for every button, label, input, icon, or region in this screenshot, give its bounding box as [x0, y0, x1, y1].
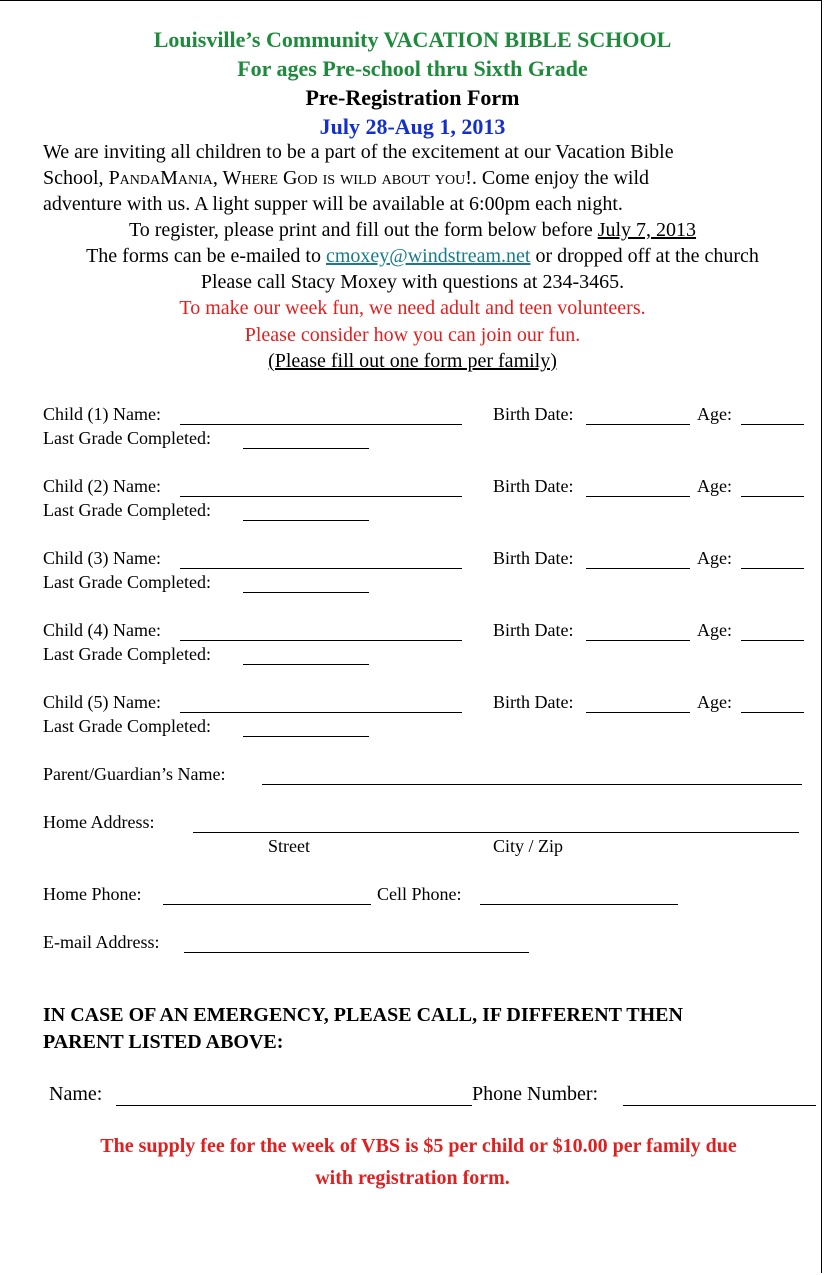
child-age-field[interactable]	[741, 568, 804, 569]
event-dates: July 28-Aug 1, 2013	[319, 114, 506, 139]
call-line: Please call Stacy Moxey with questions at 234-3465.	[200, 271, 625, 293]
child-name-field[interactable]	[180, 568, 462, 569]
home-address-field[interactable]	[193, 832, 799, 833]
page-title: Louisville’s Community VACATION BIBLE SCHOOL	[153, 27, 672, 52]
child-name-field[interactable]	[180, 640, 462, 641]
child-grade-field[interactable]	[243, 520, 369, 521]
parent-name-label: Parent/Guardian’s Name:	[43, 764, 226, 784]
theme-name: PandaMania, Where God is wild about you	[108, 167, 466, 189]
child-age-label: Age:	[697, 404, 732, 424]
email-text: The forms can be e-mailed to	[86, 245, 326, 267]
child-grade-label: Last Grade Completed:	[43, 428, 211, 448]
volunteer-line-2: Please consider how you can join our fun.	[244, 324, 581, 346]
home-address-label: Home Address:	[43, 812, 155, 832]
child-grade-label: Last Grade Completed:	[43, 572, 211, 592]
child-name-label: Child (5) Name:	[43, 692, 161, 712]
child-birth-label: Birth Date:	[493, 476, 574, 496]
intro-line-1: We are inviting all children to be a part of the excitement at our Vacation Bible	[43, 141, 674, 163]
emergency-heading-1: IN CASE OF AN EMERGENCY, PLEASE CALL, IF DIFFERENT THEN	[43, 1004, 683, 1026]
page-subtitle: For ages Pre-school thru Sixth Grade	[237, 56, 588, 81]
register-line	[0, 219, 825, 242]
child-name-field[interactable]	[180, 424, 462, 425]
email-text-end: or dropped off at the church	[530, 245, 759, 267]
home-phone-field[interactable]	[163, 904, 371, 905]
email-address-label: E-mail Address:	[43, 932, 160, 952]
child-birth-field[interactable]	[586, 424, 690, 425]
email-line	[10, 245, 825, 268]
fee-line-2: with registration form.	[315, 1167, 510, 1189]
child-name-label: Child (3) Name:	[43, 548, 161, 568]
child-grade-label: Last Grade Completed:	[43, 716, 211, 736]
email-address-field[interactable]	[184, 952, 529, 953]
cell-phone-field[interactable]	[480, 904, 678, 905]
one-form-note: (Please fill out one form per family)	[268, 350, 557, 372]
fee-line-1: The supply fee for the week of VBS is $5 per child or $10.00 per family due	[100, 1135, 737, 1157]
city-zip-label: City / Zip	[493, 836, 564, 856]
child-grade-label: Last Grade Completed:	[43, 644, 211, 664]
child-name-label: Child (2) Name:	[43, 476, 161, 496]
emergency-name-label: Name:	[49, 1083, 103, 1105]
child-age-label: Age:	[697, 692, 732, 712]
child-birth-field[interactable]	[586, 496, 690, 497]
cell-phone-label: Cell Phone:	[377, 884, 462, 904]
child-age-field[interactable]	[741, 424, 804, 425]
child-birth-label: Birth Date:	[493, 404, 574, 424]
register-deadline: July 7, 2013	[597, 219, 697, 241]
child-birth-label: Birth Date:	[493, 692, 574, 712]
child-birth-field[interactable]	[586, 712, 690, 713]
child-name-label: Child (4) Name:	[43, 620, 161, 640]
form-name: Pre-Registration Form	[305, 85, 520, 110]
child-birth-label: Birth Date:	[493, 548, 574, 568]
child-birth-label: Birth Date:	[493, 620, 574, 640]
child-age-field[interactable]	[741, 640, 804, 641]
child-birth-field[interactable]	[586, 568, 690, 569]
child-age-label: Age:	[697, 620, 732, 640]
child-grade-field[interactable]	[243, 448, 369, 449]
child-age-field[interactable]	[741, 496, 804, 497]
emergency-heading-2: PARENT LISTED ABOVE:	[43, 1031, 284, 1053]
street-label: Street	[268, 836, 310, 856]
child-name-field[interactable]	[180, 712, 462, 713]
intro-line-2	[43, 167, 649, 190]
child-age-label: Age:	[697, 548, 732, 568]
child-grade-field[interactable]	[243, 736, 369, 737]
child-age-field[interactable]	[741, 712, 804, 713]
child-name-field[interactable]	[180, 496, 462, 497]
emergency-name-field[interactable]	[116, 1105, 472, 1106]
volunteer-line-1: To make our week fun, we need adult and teen volunteers.	[179, 297, 646, 319]
intro-line-2-end: !. Come enjoy the wild	[465, 167, 650, 189]
emergency-phone-field[interactable]	[623, 1105, 816, 1106]
register-text: To register, please print and fill out the form below before	[128, 219, 598, 241]
child-grade-field[interactable]	[243, 592, 369, 593]
child-birth-field[interactable]	[586, 640, 690, 641]
child-grade-label: Last Grade Completed:	[43, 500, 211, 520]
home-phone-label: Home Phone:	[43, 884, 142, 904]
parent-name-field[interactable]	[262, 784, 802, 785]
email-link[interactable]: cmoxey@windstream.net	[325, 245, 531, 267]
emergency-phone-label: Phone Number:	[472, 1083, 599, 1105]
child-grade-field[interactable]	[243, 664, 369, 665]
child-age-label: Age:	[697, 476, 732, 496]
child-name-label: Child (1) Name:	[43, 404, 161, 424]
intro-line-2-start: School,	[43, 167, 109, 189]
intro-line-3: adventure with us. A light supper will be available at 6:00pm each night.	[43, 193, 623, 215]
